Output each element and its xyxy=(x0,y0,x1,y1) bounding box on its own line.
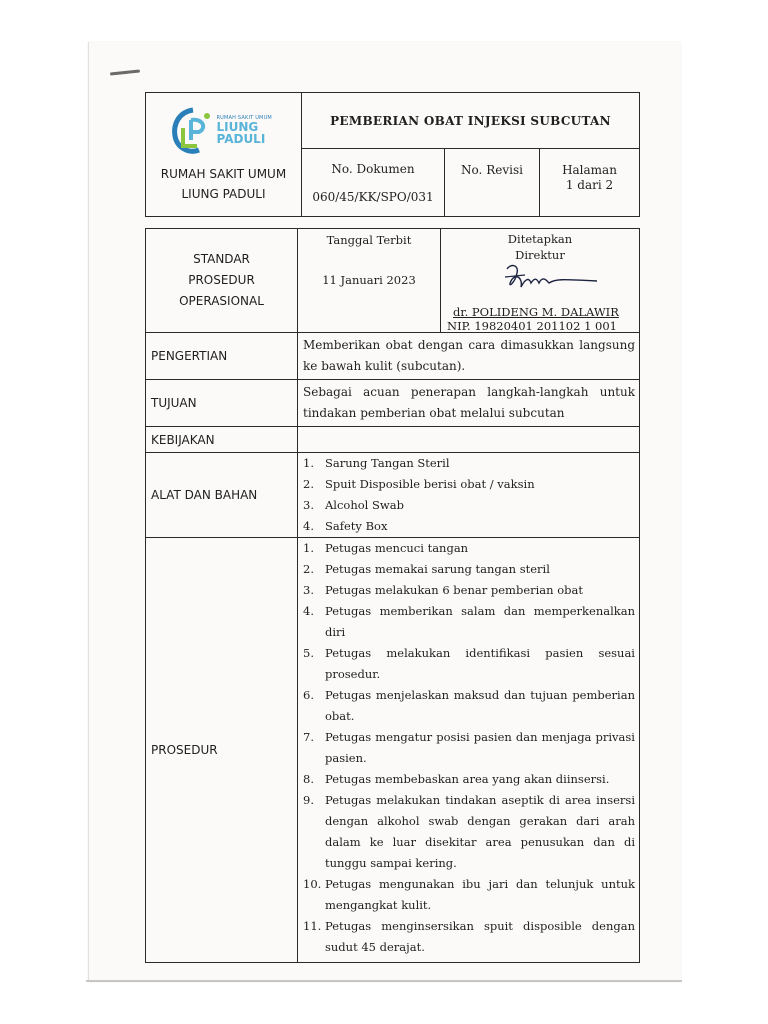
revision-cell xyxy=(445,149,540,217)
list-number: 3. xyxy=(303,583,314,597)
pengertian-label: PENGERTIAN xyxy=(146,333,298,380)
sop-table xyxy=(145,228,640,963)
list-number: 4. xyxy=(303,519,314,533)
revision-label: No. Revisi xyxy=(461,163,523,177)
list-item xyxy=(299,874,635,916)
list-number: 2. xyxy=(303,477,314,491)
list-text: Petugas menginsersikan spuit disposible dengan sudut 45 derajat. xyxy=(325,919,635,954)
list-text: Petugas mengatur posisi pasien dan menjaga privasi pasien. xyxy=(325,730,635,765)
tujuan-label: TUJUAN xyxy=(146,380,298,427)
list-item xyxy=(299,685,635,727)
list-item xyxy=(299,474,635,495)
logo-text-liung: LIUNG xyxy=(216,119,259,134)
list-number: 9. xyxy=(303,793,314,807)
list-number: 1. xyxy=(303,541,314,555)
list-text: Petugas membebaskan area yang akan diinsersi. xyxy=(325,772,610,786)
approved-label: Ditetapkan xyxy=(507,232,573,246)
list-item xyxy=(299,453,635,474)
approved-role: Direktur xyxy=(515,248,565,262)
tujuan-text: Sebagai acuan penerapan langkah-langkah untuk tindakan pemberian obat melalui subcutan xyxy=(298,380,640,427)
list-number: 2. xyxy=(303,562,314,576)
doc-number-value: 060/45/KK/SPO/031 xyxy=(312,189,434,204)
list-item xyxy=(299,790,635,874)
document-title: PEMBERIAN OBAT INJEKSI SUBCUTAN xyxy=(302,93,640,149)
list-text: Petugas mencuci tangan xyxy=(325,541,469,555)
alat-label: ALAT DAN BAHAN xyxy=(146,453,298,538)
hospital-name-line1: RUMAH SAKIT UMUM xyxy=(160,166,287,181)
header-table xyxy=(145,92,640,217)
logo-text-paduli: PADULI xyxy=(216,131,266,146)
kebijakan-label: KEBIJAKAN xyxy=(146,427,298,453)
list-item xyxy=(299,643,635,685)
list-item xyxy=(299,601,635,643)
list-text: Safety Box xyxy=(325,519,388,533)
list-text: Petugas melakukan 6 benar pemberian obat xyxy=(325,583,583,597)
list-number: 5. xyxy=(303,646,314,660)
page-value: 1 dari 2 xyxy=(565,178,614,192)
alat-list xyxy=(299,453,635,537)
date-cell xyxy=(298,229,441,333)
list-number: 3. xyxy=(303,498,314,512)
list-number: 6. xyxy=(303,688,314,702)
doc-number-cell xyxy=(302,149,445,217)
list-number: 8. xyxy=(303,772,314,786)
list-number: 7. xyxy=(303,730,314,744)
hospital-cell xyxy=(146,93,302,217)
hospital-logo xyxy=(169,106,279,158)
prosedur-list xyxy=(299,538,635,958)
sop-label-line3: OPERASIONAL xyxy=(179,294,264,308)
signer-nip: NIP. 19820401 201102 1 001 xyxy=(447,319,617,333)
list-number: 1. xyxy=(303,456,314,470)
approval-cell xyxy=(441,229,640,333)
list-number: 10. xyxy=(303,877,322,891)
list-text: Petugas mengunakan ibu jari dan telunjuk untuk mengangkat kulit. xyxy=(325,877,635,912)
prosedur-label: PROSEDUR xyxy=(146,538,298,963)
list-text: Spuit Disposible berisi obat / vaksin xyxy=(325,477,535,491)
list-item xyxy=(299,495,635,516)
kebijakan-text xyxy=(298,427,640,453)
director-signature xyxy=(501,259,601,299)
list-text: Petugas melakukan identifikasi pasien sesuai prosedur. xyxy=(325,646,635,681)
sop-label-cell xyxy=(146,229,298,333)
signer-name: dr. POLIDENG M. DALAWIR xyxy=(453,305,619,319)
list-number: 11. xyxy=(303,919,322,933)
doc-number-label: No. Dokumen xyxy=(331,161,415,176)
list-item xyxy=(299,559,635,580)
page-label: Halaman xyxy=(562,163,617,177)
date-value: 11 Januari 2023 xyxy=(322,273,416,287)
list-item xyxy=(299,516,635,537)
prosedur-cell xyxy=(298,538,640,963)
hospital-name-line2: LIUNG PADULI xyxy=(181,186,266,201)
list-item xyxy=(299,580,635,601)
list-item xyxy=(299,769,635,790)
date-label: Tanggal Terbit xyxy=(326,233,412,247)
list-number: 4. xyxy=(303,604,314,618)
list-item xyxy=(299,916,635,958)
list-text: Petugas menjelaskan maksud dan tujuan pemberian obat. xyxy=(325,688,635,723)
list-text: Alcohol Swab xyxy=(325,498,404,512)
alat-cell xyxy=(298,453,640,538)
pengertian-text: Memberikan obat dengan cara dimasukkan langsung ke bawah kulit (subcutan). xyxy=(298,333,640,380)
list-text: Petugas memberikan salam dan memperkenalkan diri xyxy=(325,604,635,639)
list-item xyxy=(299,727,635,769)
list-item xyxy=(299,538,635,559)
list-text: Petugas memakai sarung tangan steril xyxy=(325,562,550,576)
sop-label-line2: PROSEDUR xyxy=(188,273,255,287)
list-text: Sarung Tangan Steril xyxy=(325,456,450,470)
logo-text-top: RUMAH SAKIT UMUM xyxy=(216,114,272,121)
list-text: Petugas melakukan tindakan aseptik di area insersi dengan alkohol swab dengan gerakan dari arah dalam ke luar disekitar area penusukan dan di tunggu sampai kering. xyxy=(325,793,635,870)
page-cell xyxy=(540,149,640,217)
sop-label-line1: STANDAR xyxy=(193,252,250,266)
page-edge xyxy=(86,980,682,982)
